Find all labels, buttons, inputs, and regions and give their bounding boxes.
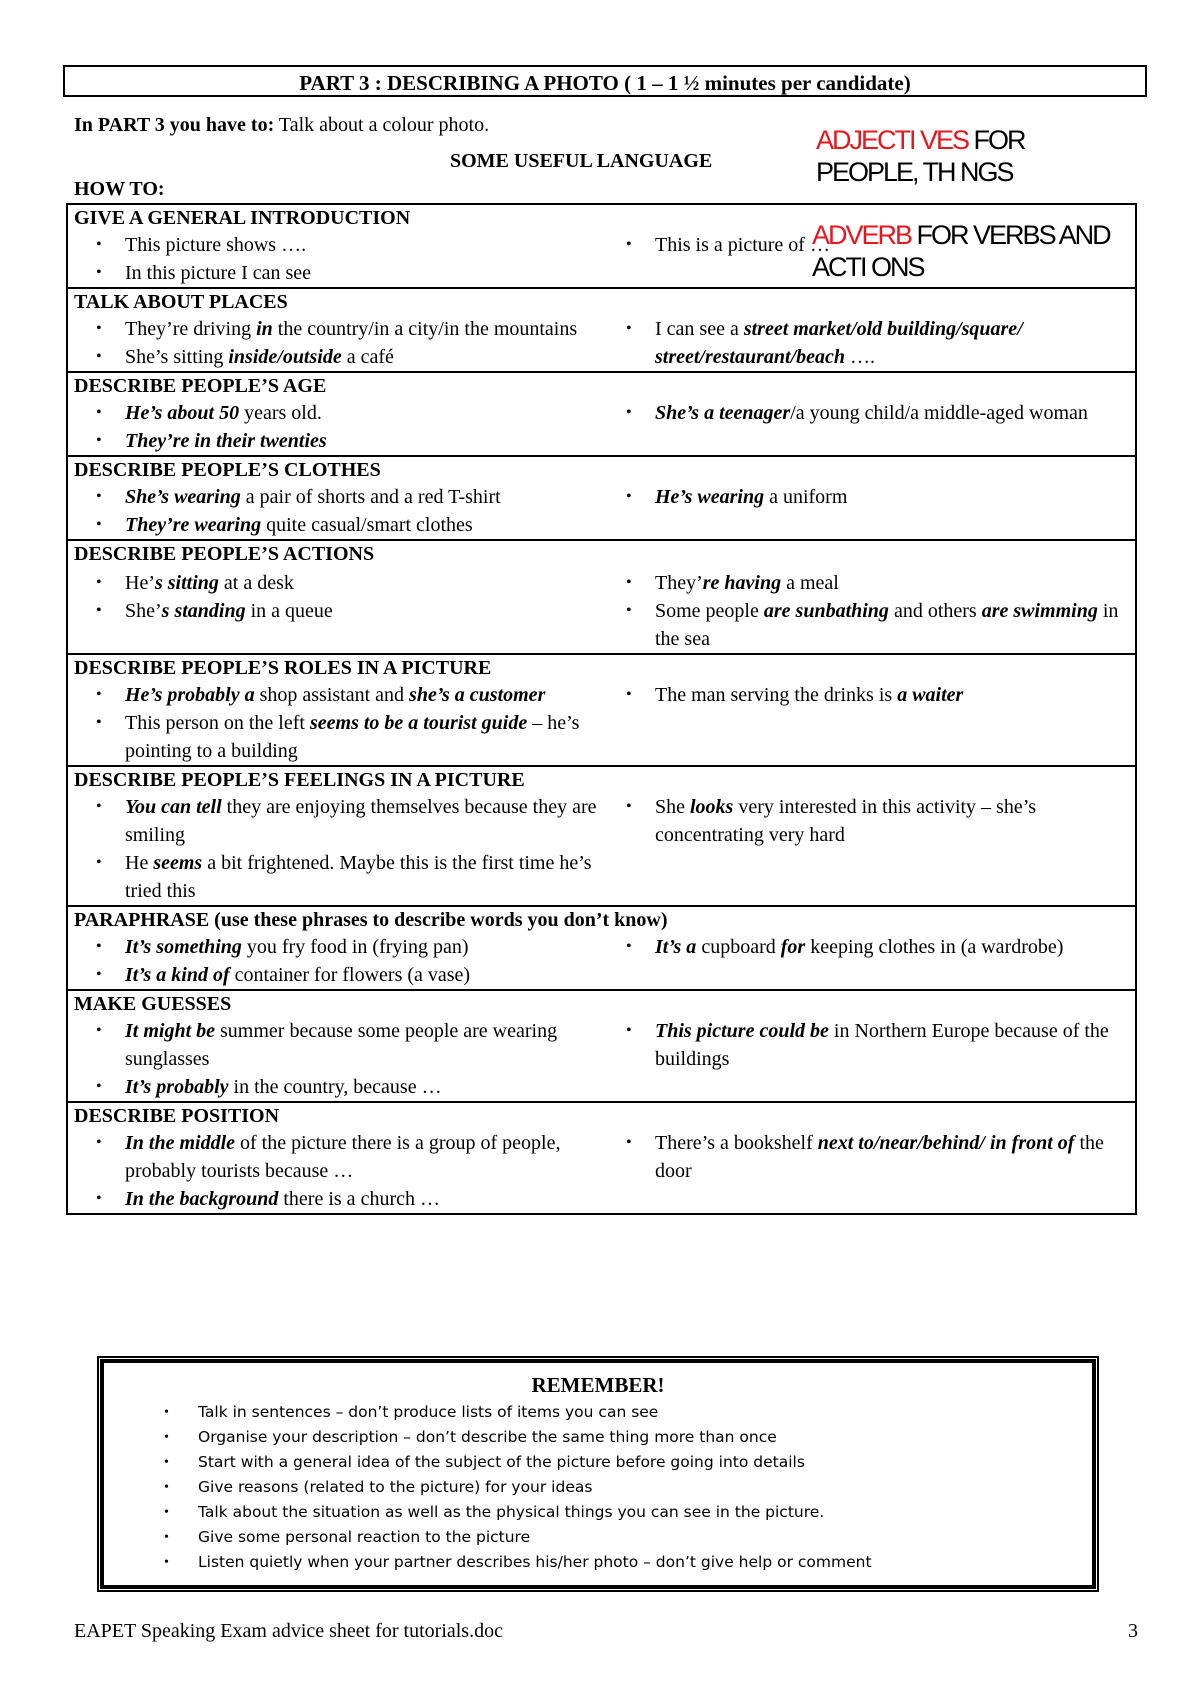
example-item [92,681,602,709]
emphasis-text: It’s a [655,936,697,958]
example-item [622,399,1135,427]
section [68,765,1135,905]
emphasis-text: in [256,318,273,340]
bullet-icon: • [164,1530,169,1545]
footer-filename: EAPET Speaking Exam advice sheet for tutorials.doc [74,1620,503,1642]
example-item [92,315,602,343]
item-text: They’ [655,572,703,594]
item-text: you fry food in (frying pan) [241,936,469,958]
example-item [92,1073,602,1101]
example-item [622,569,1135,597]
bullet-icon: • [96,1190,102,1207]
remember-text: Give some personal reaction to the picture [198,1528,531,1546]
item-text: the country/in a city/in the mountains [272,318,578,340]
item-text: a uniform [764,486,848,508]
bullet-icon: • [96,320,102,337]
bullet-icon: • [96,432,102,449]
item-text: a meal [781,572,839,594]
bullet-icon: • [626,320,632,337]
item-text: in the sea [655,600,1119,650]
example-item [92,1129,602,1185]
example-item [92,1185,602,1213]
remember-item [164,1450,1094,1475]
emphasis-text: You can tell [125,796,222,818]
adverbs-red-text: ADVERB [812,220,912,250]
bullet-icon: • [626,1022,632,1039]
example-item [92,427,602,455]
item-text: This person on the left [125,712,310,734]
emphasis-text: seems to be a tourist guide [309,712,528,734]
bullet-icon: • [626,236,632,253]
item-text: She’ [125,600,162,622]
remember-title: REMEMBER! [531,1373,665,1397]
item-text: …. [845,346,876,368]
remember-text: Talk in sentences – don’t produce lists of items you can see [198,1403,659,1421]
right-column [602,793,1135,905]
remember-text: Listen quietly when your partner describes his/her photo – don’t give help or comment [198,1553,872,1571]
bullet-icon: • [96,404,102,421]
bullet-icon: • [164,1405,169,1420]
item-text: They’re driving [125,318,257,340]
language-table [66,203,1137,1215]
bullet-icon: • [626,574,632,591]
bullet-icon: • [96,966,102,983]
item-text: a café [341,346,394,368]
right-column [602,1017,1135,1101]
remember-item [164,1425,1094,1450]
bullet-icon: • [164,1455,169,1470]
emphasis-text: looks [690,796,734,818]
example-item [92,511,602,539]
example-item [92,343,602,371]
emphasis-text: for [780,936,806,958]
example-item [92,1017,602,1073]
item-text: I can see a [655,318,744,340]
remember-list [102,1400,1094,1575]
emphasis-text: He’s about 50 [125,402,240,424]
intro-text: Talk about a colour photo. [274,114,490,136]
remember-text: Give reasons (related to the picture) for your ideas [198,1478,593,1496]
example-item [622,793,1135,849]
emphasis-text: She’s wearing [125,486,241,508]
example-item [92,259,602,287]
bullet-icon: • [96,1134,102,1151]
item-text: in a queue [245,600,333,622]
right-column [602,681,1135,765]
emphasis-text: are sunbathing [763,600,889,622]
right-column [602,933,1135,989]
example-item [622,597,1135,653]
bullet-icon: • [96,1078,102,1095]
item-text: keeping clothes in (a wardrobe) [805,936,1064,958]
item-text: /a young child/a middle-aged woman [790,402,1088,424]
item-text: very interested in this activity – she’s concentrating very hard [655,796,1037,846]
remember-box [97,1356,1099,1592]
adverbs-line2: ACTI ONS [812,252,924,282]
item-text: She [655,796,690,818]
emphasis-text: street market/old building/square/ street/restaurant/beach [655,318,1023,368]
item-text: they are enjoying themselves because they are smiling [125,796,597,846]
bullet-icon: • [96,348,102,365]
example-item [622,1017,1135,1073]
bullet-icon: • [164,1555,169,1570]
right-column [602,315,1135,371]
remember-item [164,1500,1094,1525]
section-heading: TALK ABOUT PLACES [74,291,288,313]
item-text: He’ [125,572,155,594]
item-text: quite casual/smart clothes [261,514,473,536]
bullet-icon: • [96,574,102,591]
adjectives-line2: PEOPLE, TH NGS [816,157,1013,187]
emphasis-text: It’s probably [125,1076,229,1098]
item-text: in Northern Europe because of the buildings [655,1020,1109,1070]
bullet-icon: • [626,488,632,505]
bullet-icon: • [96,686,102,703]
example-item [622,315,1135,371]
emphasis-text: inside/outside [228,346,342,368]
emphasis-text: a waiter [897,684,964,706]
section-heading: DESCRIBE PEOPLE’S FEELINGS IN A PICTURE [74,769,525,791]
example-item [92,849,602,905]
emphasis-text: He’s probably a [125,684,255,706]
emphasis-text: are swimming [981,600,1098,622]
right-column [602,1129,1135,1213]
item-text: of the picture there is a group of people, probably tourists because … [125,1132,561,1182]
adjectives-red-text: ADJECTI VES [816,125,969,155]
example-item [92,793,602,849]
left-column [68,399,602,455]
bullet-icon: • [626,798,632,815]
item-text: He [125,852,154,874]
section-heading: GIVE A GENERAL INTRODUCTION [74,207,411,229]
example-item [92,933,602,961]
emphasis-text: In the background [125,1188,279,1210]
right-column [602,567,1135,653]
page-number: 3 [1128,1620,1138,1642]
bullet-icon: • [164,1505,169,1520]
item-text: the door [655,1132,1104,1182]
example-item [622,681,1135,709]
left-column [68,315,602,371]
section [68,905,1135,989]
section-heading: DESCRIBE PEOPLE’S CLOTHES [74,459,381,481]
item-text: there is a church … [278,1188,440,1210]
example-item [622,933,1135,961]
emphasis-text: He’s wearing [655,486,765,508]
remember-text: Talk about the situation as well as the physical things you can see in the picture. [198,1503,825,1521]
example-item [92,231,602,259]
page-title: PART 3 : DESCRIBING A PHOTO ( 1 – 1 ½ minutes per candidate) [63,65,1147,97]
bullet-icon: • [164,1430,169,1445]
section [68,371,1135,455]
example-item [92,569,602,597]
bullet-icon: • [96,236,102,253]
item-text: in the country, because … [228,1076,442,1098]
section-heading: DESCRIBE POSITION [74,1105,280,1127]
emphasis-text: They’re in their twenties [125,430,327,452]
item-text: There’s a bookshelf [655,1132,818,1154]
emphasis-text: she’s a customer [409,684,546,706]
section [68,539,1135,653]
item-text: In this picture I can see [125,262,312,284]
example-item [92,709,602,765]
left-column [68,681,602,765]
left-column [68,483,602,539]
section-heading: PARAPHRASE (use these phrases to describe words you don’t know) [74,909,668,931]
intro-label: In PART 3 you have to: [74,114,275,136]
left-column [68,231,602,287]
bullet-icon: • [96,488,102,505]
example-item [92,399,602,427]
bullet-icon: • [96,854,102,871]
item-text: This is a picture of … [655,234,830,256]
emphasis-text: It’s something [125,936,242,958]
section [68,653,1135,765]
emphasis-text: s sitting [154,572,219,594]
left-column [68,933,602,989]
emphasis-text: In the middle [125,1132,236,1154]
section [68,455,1135,539]
item-text: years old. [239,402,322,424]
remember-item [164,1550,1094,1575]
left-column [68,793,602,905]
item-text: She’s sitting [125,346,229,368]
how-to-heading: HOW TO: [74,178,165,200]
remember-item [164,1400,1094,1425]
left-column [68,1017,602,1101]
bullet-icon: • [96,516,102,533]
adverbs-rest-text: FOR VERBS AND [911,220,1110,250]
handwritten-note-adverbs [812,219,1110,283]
bullet-icon: • [626,938,632,955]
emphasis-text: s standing [161,600,246,622]
emphasis-text: seems [153,852,203,874]
bullet-icon: • [626,404,632,421]
emphasis-text: This picture could be [655,1020,829,1042]
emphasis-text: She’s a teenager [655,402,791,424]
item-text: summer because some people are wearing sunglasses [125,1020,558,1070]
example-item [92,597,602,625]
intro-line [74,114,489,137]
item-text: at a desk [218,572,294,594]
bullet-icon: • [626,1134,632,1151]
bullet-icon: • [164,1480,169,1495]
item-text: a pair of shorts and a red T-shirt [240,486,501,508]
emphasis-text: It’s a kind of [125,964,230,986]
example-item [92,483,602,511]
bullet-icon: • [96,798,102,815]
section-heading: DESCRIBE PEOPLE’S AGE [74,375,327,397]
emphasis-text: They’re wearing [125,514,262,536]
right-column [602,483,1135,539]
useful-language-heading: SOME USEFUL LANGUAGE [450,150,713,172]
left-column [68,567,602,653]
handwritten-note-adjectives [816,124,1025,188]
item-text: shop assistant and [254,684,410,706]
bullet-icon: • [96,938,102,955]
adjectives-rest-text: FOR [968,125,1025,155]
section-heading: MAKE GUESSES [74,993,232,1015]
section-heading: DESCRIBE PEOPLE’S ACTIONS [74,543,375,565]
emphasis-text: It might be [125,1020,216,1042]
bullet-icon: • [626,686,632,703]
item-text: The man serving the drinks is [655,684,898,706]
bullet-icon: • [96,602,102,619]
remember-text: Organise your description – don’t describe the same thing more than once [198,1428,777,1446]
right-column [602,399,1135,455]
item-text: cupboard [696,936,781,958]
item-text: – he’s pointing to a building [125,712,580,762]
bullet-icon: • [96,714,102,731]
remember-item [164,1525,1094,1550]
bullet-icon: • [626,602,632,619]
emphasis-text: next to/near/behind/ in front of [817,1132,1075,1154]
section [68,989,1135,1101]
example-item [622,1129,1135,1185]
section-heading: DESCRIBE PEOPLE’S ROLES IN A PICTURE [74,657,492,679]
remember-item [164,1475,1094,1500]
left-column [68,1129,602,1213]
bullet-icon: • [96,264,102,281]
emphasis-text: re having [702,572,782,594]
bullet-icon: • [96,1022,102,1039]
remember-text: Start with a general idea of the subject of the picture before going into details [198,1453,805,1471]
example-item [622,483,1135,511]
item-text: This picture shows …. [125,234,307,256]
example-item [92,961,602,989]
item-text: a bit frightened. Maybe this is the first time he’s tried this [125,852,592,902]
item-text: container for flowers (a vase) [229,964,471,986]
section [68,1101,1135,1213]
item-text: and others [888,600,982,622]
section [68,287,1135,371]
item-text: Some people [655,600,764,622]
